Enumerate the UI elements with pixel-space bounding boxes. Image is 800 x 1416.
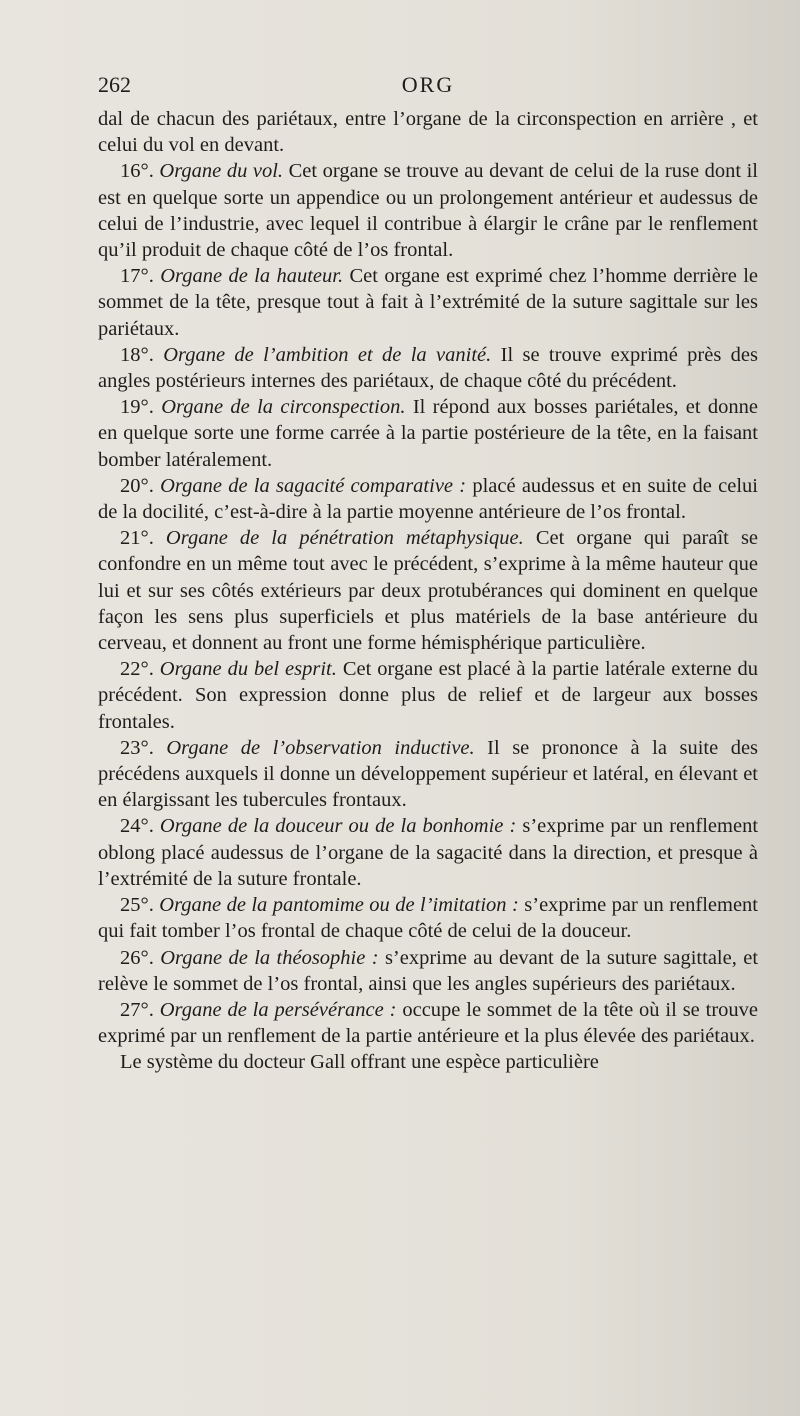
entry-text: s’exprime par un renflement qui fait tomber l’os frontal de chaque côté de celui de la douceur. <box>98 894 759 943</box>
paragraph-text: Le système du docteur Gall offrant une espèce particulière <box>120 1051 599 1074</box>
entry-text: Il se trouve exprimé près des angles postérieurs internes des pariétaux, de chaque côté du précédent. <box>98 343 759 393</box>
paragraph-closing <box>98 1049 758 1075</box>
organ-entry-21 <box>98 525 758 656</box>
entry-title: Organe du bel esprit. <box>159 658 337 681</box>
running-head: ORG <box>401 72 455 97</box>
entry-title: Organe de la pénétration métaphysique. <box>165 527 524 550</box>
entry-number: 23°. <box>120 736 154 759</box>
organ-entry-27 <box>98 997 758 1049</box>
paragraph-continuation <box>98 106 758 158</box>
entry-title: Organe de la douceur ou de la bonhomie : <box>159 815 517 838</box>
organ-entry-22 <box>98 656 758 735</box>
entry-number: 16°. <box>120 160 154 183</box>
entry-number: 25°. <box>120 894 154 917</box>
entry-text: Il se prononce à la suite des précédens auxquels il donne un développement supérieur et latéral, en élevant et en élargissant les tubercules frontaux. <box>98 736 759 812</box>
organ-entry-19 <box>98 394 758 473</box>
entry-title: Organe de la circonspection. <box>161 396 406 419</box>
entry-text: Cet organe est exprimé chez l’homme derrière le sommet de la tête, presque tout à fait à l’extrémité de la suture sagittale sur les pariétaux. <box>98 265 759 340</box>
entry-text: occupe le sommet de la tête où il se trouve exprimé par un renflement de la partie antérieure et la plus élevée des pariétaux. <box>98 998 759 1048</box>
entry-title: Organe de l’ambition et de la vanité. <box>163 343 492 366</box>
page-number: 262 <box>98 72 131 97</box>
entry-number: 27°. <box>120 998 154 1021</box>
organ-entry-24 <box>98 813 758 892</box>
organ-entry-17 <box>98 263 758 342</box>
entry-number: 26°. <box>120 946 154 969</box>
organ-entry-23 <box>98 735 758 814</box>
entry-number: 19°. <box>120 396 154 419</box>
entry-number: 21°. <box>120 527 154 550</box>
organ-entry-16 <box>98 158 758 263</box>
entry-text: placé audessus et en suite de celui de la docilité, c’est-à-dire à la partie moyenne antérieure de l’os frontal. <box>98 474 758 524</box>
entry-number: 22°. <box>120 658 154 681</box>
entry-number: 18°. <box>120 343 154 366</box>
entry-title: Organe de l’observation inductive. <box>166 736 475 759</box>
entry-number: 24°. <box>120 815 154 838</box>
paragraph-text: dal de chacun des pariétaux, entre l’organe de la circonspection en arrière , et celui du vol en devant. <box>98 108 758 157</box>
entry-text: Cet organe est placé à la partie latérale externe du précédent. Son expression donne plus de relief et de largeur aux bosses frontales. <box>98 658 758 733</box>
entry-text: Cet organe qui paraît se confondre en un même tout avec le précédent, s’exprime à la même hauteur que lui et sur ses côtés extérieurs par deux protubérances qui dominent en quelque façon les sens plus superficiels et plus matériels de la base antérieure du cerveau, et donnent au front une forme hémisphérique particulière. <box>98 527 759 655</box>
entry-title: Organe de la sagacité comparative : <box>160 474 467 497</box>
entry-text: Cet organe se trouve au devant de celui de la ruse dont il est en quelque sorte un appendice ou un prolongement antérieur et audessus de celui de l’industrie, avec lequel il contribue à élargir le crâne par le renflement qu’il produit de chaque côté de l’os frontal. <box>98 160 758 262</box>
entry-text: s’exprime par un renflement oblong placé audessus de l’organe de la sagacité dans la direction, et presque à l’extrémité de la suture frontale. <box>98 815 759 890</box>
body-text <box>98 106 758 1076</box>
entry-text: Il répond aux bosses pariétales, et donne en quelque sorte une forme carrée à la partie postérieure de la tête, en la faisant bomber latéralement. <box>98 396 759 471</box>
entry-number: 20°. <box>120 474 154 497</box>
organ-entry-20 <box>98 473 758 525</box>
entry-title: Organe de la théosophie : <box>160 946 379 969</box>
entry-title: Organe du vol. <box>159 160 284 183</box>
entry-title: Organe de la persévérance : <box>159 998 397 1021</box>
entry-title: Organe de la hauteur. <box>160 265 344 288</box>
organ-entry-26 <box>98 945 758 997</box>
organ-entry-18 <box>98 342 758 394</box>
entry-text: s’exprime au devant de la suture sagittale, et relève le sommet de l’os frontal, ainsi que les angles supérieurs des pariétaux. <box>98 946 759 995</box>
entry-number: 17°. <box>120 265 154 288</box>
entry-title: Organe de la pantomime ou de l’imitation : <box>159 894 519 917</box>
organ-entry-25 <box>98 892 758 944</box>
page-header <box>98 72 758 102</box>
